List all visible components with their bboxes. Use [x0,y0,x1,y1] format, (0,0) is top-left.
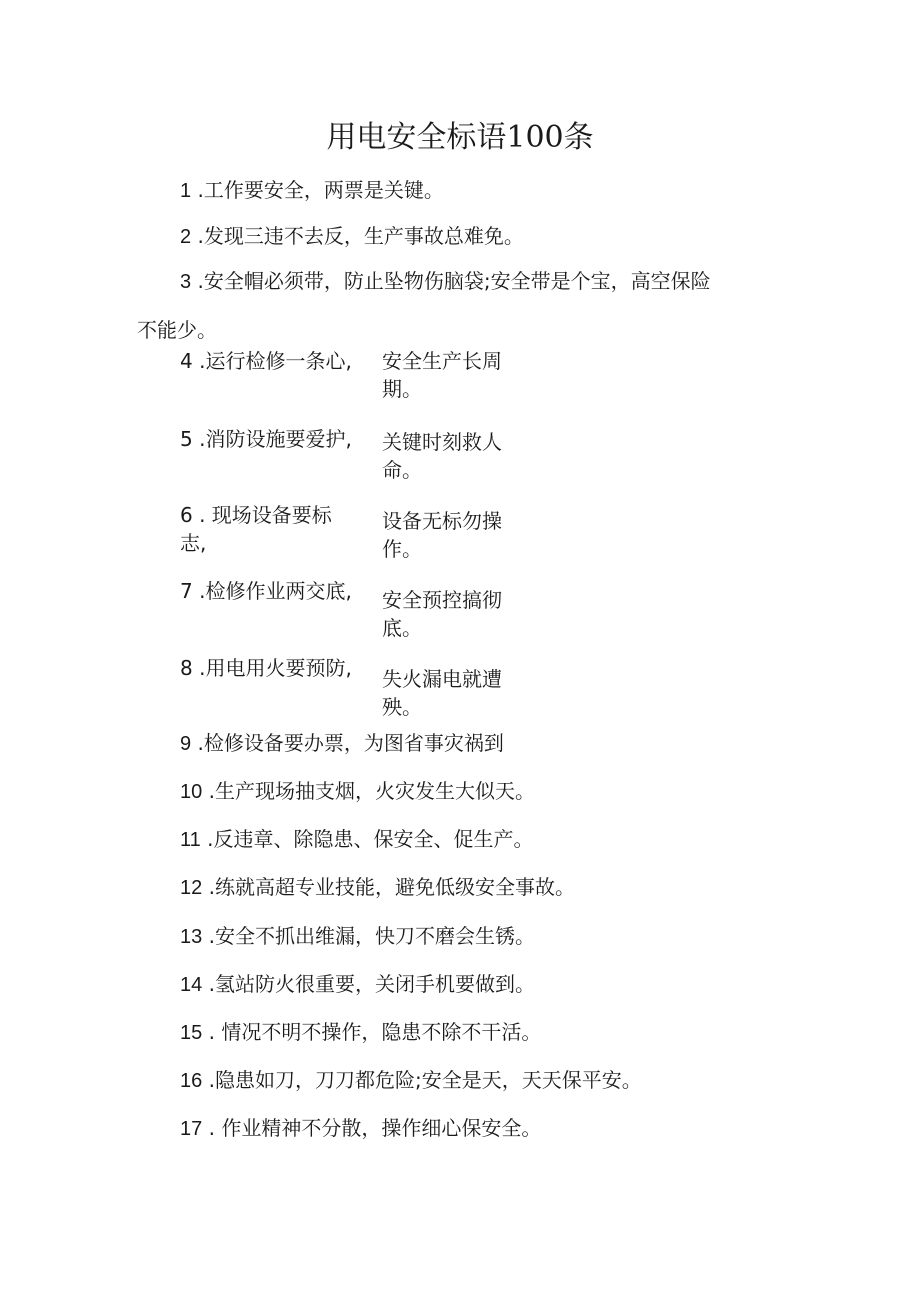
slogan-14 [180,970,535,999]
slogan-text: 设备无标勿操作。 [382,509,502,561]
slogan-text: . 作业精神不分散，操作细心保安全。 [208,1116,542,1140]
slogan-text: .反违章、除隐患、保安全、促生产。 [207,827,534,851]
slogan-13 [180,922,535,951]
slogan-text: .检修设备要办票，为图省事灾祸到 [197,731,504,755]
slogan-3 [180,267,711,296]
slogan-4-right [382,347,522,403]
slogan-text: 关键时刻救人命。 [382,430,502,482]
slogan-15 [180,1018,541,1047]
slogan-text: 安全预控搞彻底。 [382,588,502,640]
slogan-17 [180,1114,541,1143]
slogan-number: 13 [180,926,203,948]
slogan-text: .消防设施要爱护, [199,427,352,451]
slogan-6-right [382,507,522,563]
slogan-number: 5 [180,427,193,451]
slogan-text: 失火漏电就遭殃。 [382,667,502,719]
slogan-number: 9 [180,733,192,755]
slogan-text: .安全不抓出维漏，快刀不磨会生锈。 [208,924,535,948]
slogan-16 [180,1066,642,1095]
slogan-7-left [180,577,355,605]
slogan-number: 6 [180,503,193,527]
slogan-number: 2 [180,226,192,248]
slogan-5-left [180,425,355,453]
slogan-number: 1 [180,180,192,202]
page-title: 用电安全标语100条 [326,120,594,155]
slogan-text: . 情况不明不操作，隐患不除不干活。 [208,1020,542,1044]
slogan-number: 11 [180,829,201,851]
slogan-6-left [180,501,355,557]
slogan-text: .用电用火要预防, [199,656,352,680]
slogan-text: 不能少。 [137,318,217,342]
slogan-text: .发现三违不去反，生产事故总难免。 [197,224,524,248]
slogan-10 [180,777,535,806]
slogan-5-right [382,428,522,484]
slogan-number: 8 [180,656,193,680]
slogan-number: 15 [180,1022,203,1044]
slogan-number: 17 [180,1118,203,1140]
slogan-1 [180,176,444,205]
slogan-number: 3 [180,271,192,293]
slogan-3-continuation [137,316,217,344]
slogan-text: . 现场设备要标志, [180,503,332,555]
slogan-7-right [382,586,522,642]
slogan-12 [180,873,575,902]
slogan-4-left [180,347,355,375]
slogan-text: .练就高超专业技能，避免低级安全事故。 [208,875,575,899]
slogan-2 [180,222,524,251]
slogan-8-right [382,665,522,721]
slogan-number: 7 [180,579,193,603]
slogan-number: 16 [180,1070,203,1092]
slogan-text: 安全生产长周期。 [382,349,502,401]
slogan-number: 14 [180,974,203,996]
slogan-number: 4 [180,349,193,373]
slogan-text: .运行检修一条心, [199,349,352,373]
slogan-text: .隐患如刀，刀刀都危险;安全是天，天天保平安。 [208,1068,642,1092]
slogan-text: .安全帽必须带，防止坠物伤脑袋;安全带是个宝，高空保险 [197,269,711,293]
slogan-number: 10 [180,781,203,803]
slogan-8-left [180,654,355,682]
slogan-text: .生产现场抽支烟，火灾发生大似天。 [208,779,535,803]
slogan-text: .工作要安全，两票是关键。 [197,178,444,202]
slogan-text: .氢站防火很重要，关闭手机要做到。 [208,972,535,996]
slogan-text: .检修作业两交底, [199,579,352,603]
slogan-11 [180,825,533,854]
slogan-number: 12 [180,877,203,899]
slogan-9 [180,729,504,758]
